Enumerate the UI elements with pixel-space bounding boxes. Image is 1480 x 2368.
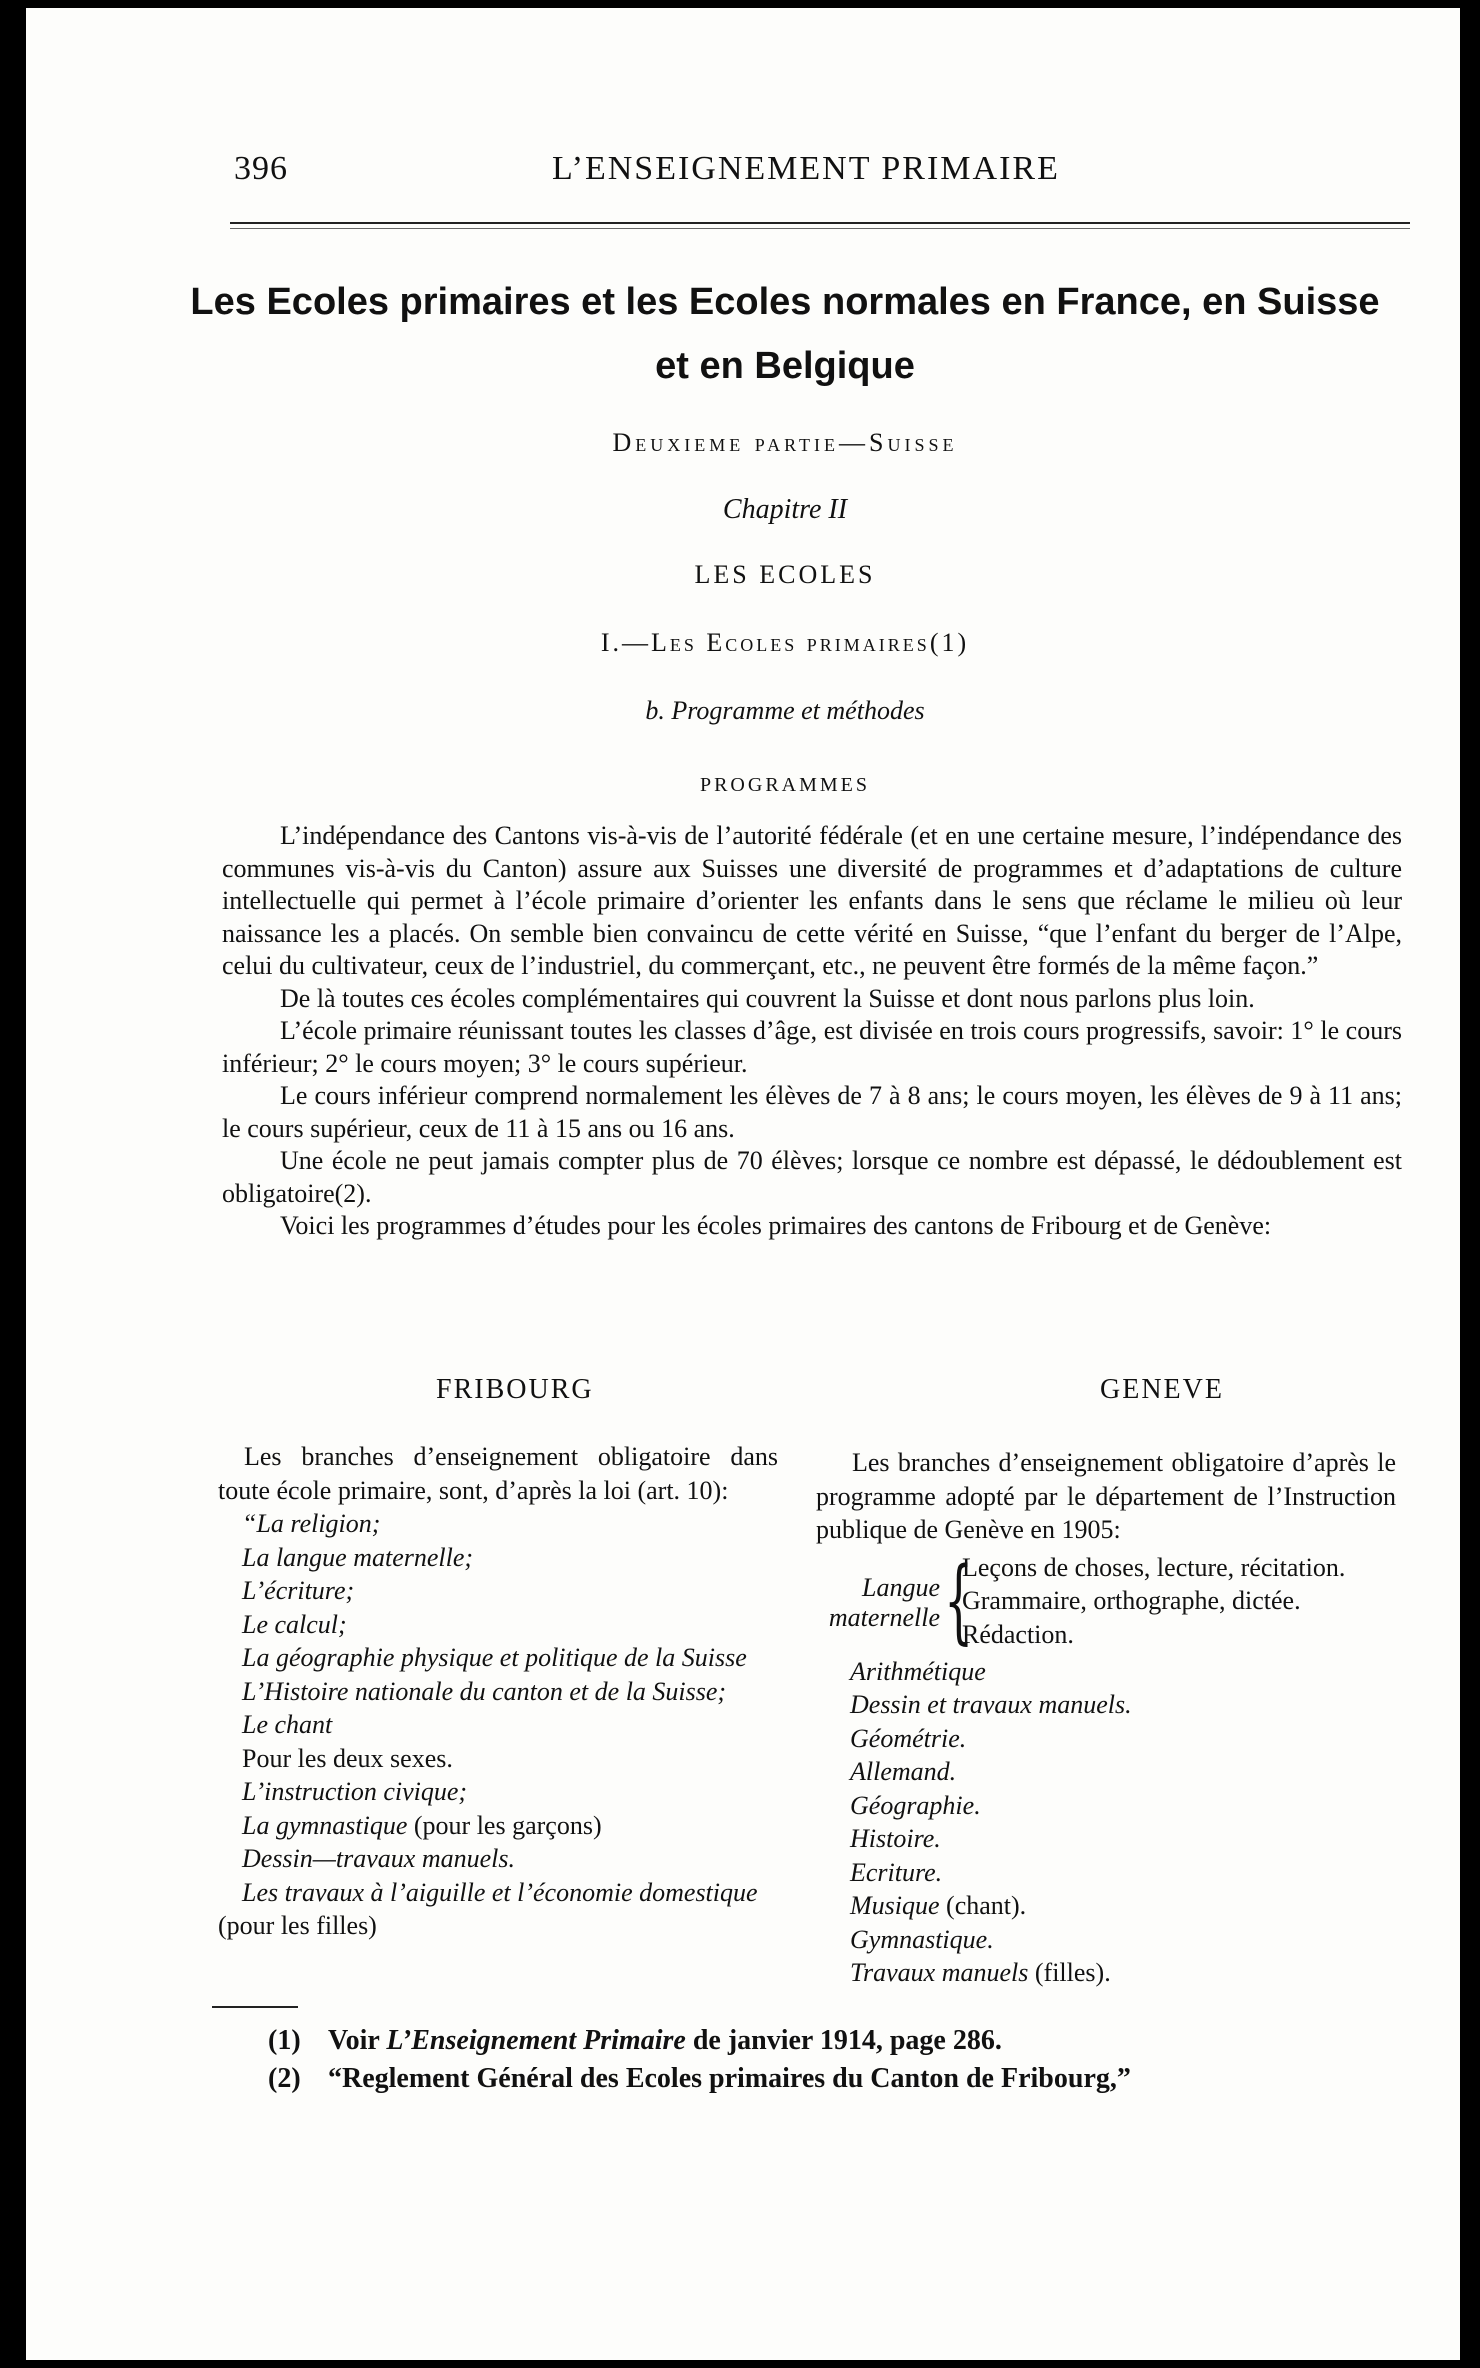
page-number: 396 bbox=[234, 150, 288, 187]
fribourg-travaux-note: (pour les filles) bbox=[218, 1911, 377, 1940]
subsection-heading: b. Programme et méthodes bbox=[645, 696, 925, 725]
fribourg-travaux: Les travaux à l’aiguille et l’économie domestique bbox=[242, 1877, 758, 1907]
geneve-item: Histoire. bbox=[850, 1824, 941, 1853]
langue-label-line-1: Langue bbox=[862, 1572, 940, 1602]
geneve-item: Allemand. bbox=[850, 1757, 957, 1786]
geneve-travaux: Travaux manuels bbox=[850, 1958, 1029, 1987]
paragraph-4: Le cours inférieur comprend normalement les élèves de 7 à 8 ans; le cours moyen, les élèves de 9 à 11 ans; le cours supérieur, ceux de 11 à 15 ans ou 16 ans. bbox=[222, 1081, 1402, 1143]
langue-maternelle-label bbox=[816, 1573, 940, 1633]
header-rule bbox=[230, 222, 1410, 229]
fribourg-item-travaux bbox=[218, 1876, 778, 1943]
geneve-item: Géométrie. bbox=[850, 1723, 967, 1753]
footnote-1-post: de janvier 1914, page 286. bbox=[685, 2025, 1002, 2056]
paragraph-6: Voici les programmes d’études pour les écoles primaires des cantons de Fribourg et de Genève: bbox=[280, 1211, 1272, 1240]
curly-brace-icon: { bbox=[944, 1546, 974, 1654]
langue-maternelle-block bbox=[816, 1546, 1396, 1655]
footnote-2-mark: (2) bbox=[268, 2063, 301, 2094]
fribourg-column bbox=[218, 1440, 778, 1943]
geneve-musique: Musique bbox=[850, 1891, 940, 1920]
body-text bbox=[222, 820, 1402, 1243]
langue-line: Grammaire, orthographe, dictée. bbox=[962, 1586, 1301, 1615]
programmes-heading: PROGRAMMES bbox=[699, 774, 871, 796]
fribourg-both-sexes: Pour les deux sexes. bbox=[242, 1743, 453, 1773]
article-title bbox=[150, 270, 1420, 398]
fribourg-item: L’écriture; bbox=[242, 1576, 355, 1605]
fribourg-item: La langue maternelle; bbox=[242, 1542, 474, 1572]
geneve-item: Géographie. bbox=[850, 1790, 981, 1820]
geneve-item-musique bbox=[816, 1889, 1396, 1923]
geneve-item: Arithmétique bbox=[850, 1656, 986, 1686]
footnote-1-journal: L’Enseignement Primaire bbox=[386, 2025, 686, 2056]
langue-line: Leçons de choses, lecture, récitation. bbox=[962, 1552, 1346, 1582]
paragraph-1: L’indépendance des Cantons vis-à-vis de l’autorité fédérale (et en une certaine mesure, l’indépendance des communes vis-à-vis du Canton) assure aux Suisses une diversité de programmes et d’adaptations de culture intellectuelle qui permet à l’école primaire d’orienter les enfants dans le sens que réclame le milieu où leur naissance les a placés. On semble bien convaincu de cette vérité en Suisse, “que l’enfant du berger de l’Alpe, celui du cultivateur, ceux de l’industriel, du commerçant, etc., ne peuvent être formés de la même façon.” bbox=[222, 821, 1402, 980]
geneve-intro: Les branches d’enseignement obligatoire d’après le programme adopté par le département de l’Instruction publique de Genève en 1905: bbox=[816, 1448, 1396, 1544]
chapter-heading: Chapitre II bbox=[722, 494, 848, 525]
langue-line: Rédaction. bbox=[962, 1619, 1074, 1649]
footnote-1 bbox=[268, 2022, 1418, 2060]
fribourg-heading: FRIBOURG bbox=[436, 1374, 594, 1405]
footnote-2 bbox=[268, 2060, 1418, 2098]
fribourg-item: L’instruction civique; bbox=[242, 1777, 468, 1806]
geneve-item-gymnastique: Gymnastique. bbox=[850, 1924, 994, 1954]
fribourg-gym: La gymnastique bbox=[242, 1810, 408, 1840]
fribourg-item-gym bbox=[218, 1809, 778, 1843]
adjacent-page-edge bbox=[1460, 0, 1480, 2368]
fribourg-item: L’Histoire nationale du canton et de la Suisse; bbox=[242, 1676, 727, 1706]
footnote-1-mark: (1) bbox=[268, 2025, 301, 2056]
running-head-title: L’ENSEIGNEMENT PRIMAIRE bbox=[552, 150, 1060, 187]
fribourg-item: La géographie physique et politique de la Suisse bbox=[242, 1643, 747, 1672]
paragraph-5: Une école ne peut jamais compter plus de 70 élèves; lorsque ce nombre est dépassé, le dédoublement est obligatoire(2). bbox=[222, 1146, 1402, 1208]
running-header bbox=[234, 150, 1414, 190]
footnote-rule bbox=[212, 2006, 298, 2008]
geneve-item: Ecriture. bbox=[850, 1857, 943, 1887]
geneve-column bbox=[816, 1446, 1396, 1990]
geneve-item: Dessin et travaux manuels. bbox=[850, 1690, 1132, 1719]
fribourg-item: “La religion; bbox=[242, 1509, 381, 1538]
fribourg-item-dessin: Dessin—travaux manuels. bbox=[242, 1844, 515, 1873]
footnotes bbox=[268, 2022, 1418, 2098]
paragraph-2: De là toutes ces écoles complémentaires qui couvrent la Suisse et dont nous parlons plus loin. bbox=[280, 983, 1255, 1013]
footnote-2-text: “Reglement Général des Ecoles primaires du Canton de Fribourg,” bbox=[328, 2063, 1131, 2094]
langue-lines bbox=[962, 1551, 1345, 1652]
fribourg-gym-note: (pour les garçons) bbox=[407, 1810, 602, 1840]
ecoles-heading: LES ECOLES bbox=[694, 560, 876, 589]
fribourg-item: Le calcul; bbox=[242, 1609, 347, 1639]
geneve-travaux-note: (filles). bbox=[1028, 1958, 1111, 1987]
part-heading: Deuxieme partie—Suisse bbox=[612, 428, 958, 457]
paragraph-3: L’école primaire réunissant toutes les classes d’âge, est divisée en trois cours progressifs, savoir: 1° le cours inférieur; 2° le cours moyen; 3° le cours supérieur. bbox=[222, 1016, 1402, 1078]
geneve-musique-note: (chant). bbox=[939, 1891, 1027, 1920]
footnote-1-pre: Voir bbox=[328, 2025, 387, 2056]
fribourg-item: Le chant bbox=[242, 1710, 333, 1739]
geneve-heading: GENEVE bbox=[1100, 1374, 1224, 1405]
article-title-line-2: et en Belgique bbox=[655, 345, 915, 387]
langue-label-line-2: maternelle bbox=[828, 1602, 940, 1632]
section-heading: I.—Les Ecoles primaires(1) bbox=[600, 628, 970, 657]
geneve-item-travaux bbox=[816, 1956, 1396, 1990]
article-title-line-1: Les Ecoles primaires et les Ecoles normales en France, en Suisse bbox=[190, 281, 1380, 323]
fribourg-intro: Les branches d’enseignement obligatoire dans toute école primaire, sont, d’après la loi (art. 10): bbox=[218, 1442, 778, 1505]
